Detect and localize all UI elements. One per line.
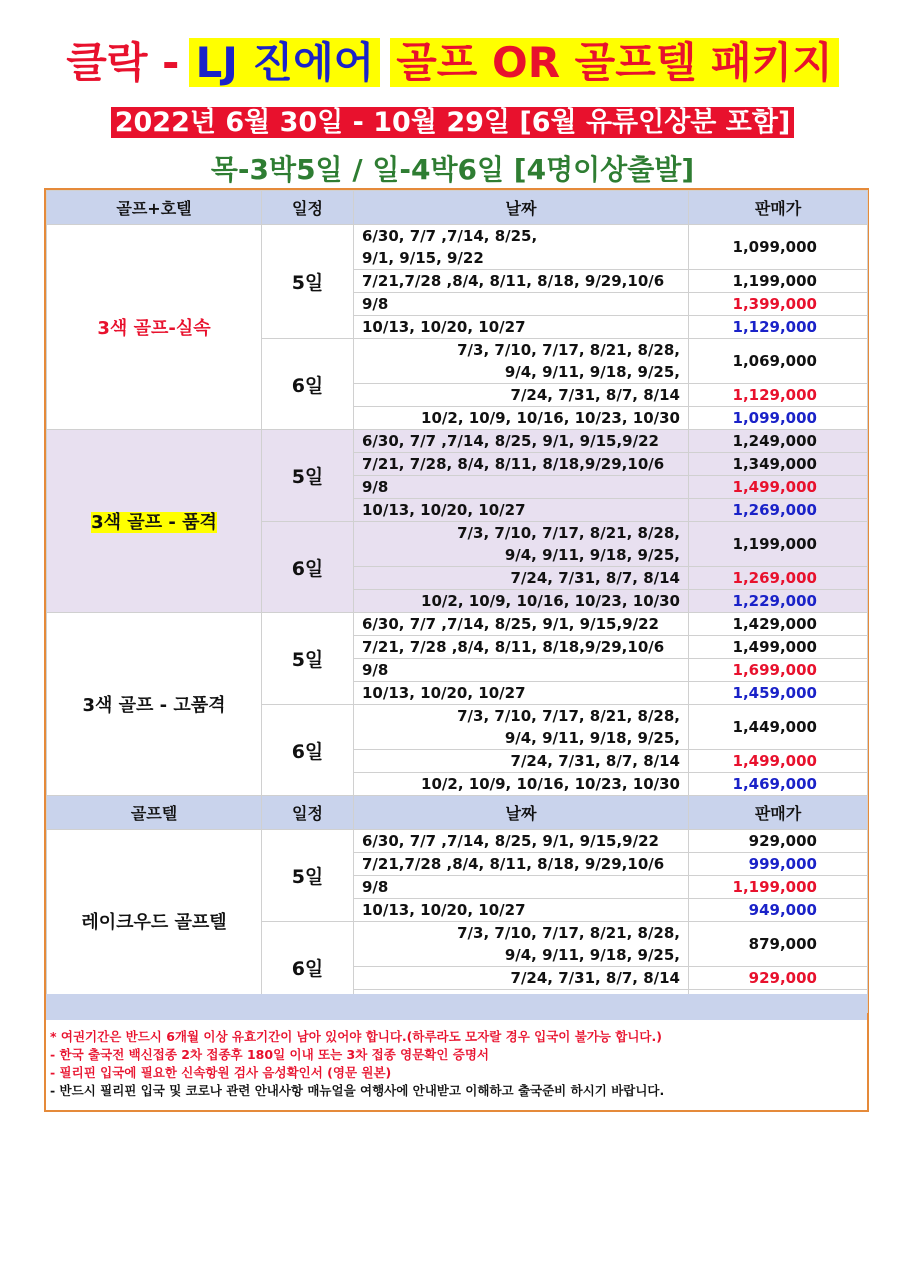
date-cell: 9/8 [354, 476, 689, 499]
price-cell: 1,499,000 [689, 636, 868, 659]
table-row [47, 430, 868, 453]
price-cell: 949,000 [689, 899, 868, 922]
date-cell: 7/24, 7/31, 8/7, 8/14 [354, 384, 689, 407]
package-name [47, 613, 262, 796]
date-cell: 7/24, 7/31, 8/7, 8/14 [354, 567, 689, 590]
header-cell: 일정 [262, 191, 354, 225]
date-cell: 10/13, 10/20, 10/27 [354, 682, 689, 705]
price-cell: 929,000 [689, 830, 868, 853]
package-name [47, 225, 262, 430]
schedule-cell: 5일 [262, 830, 354, 922]
price-cell: 1,449,000 [689, 705, 868, 750]
header-cell: 일정 [262, 796, 354, 830]
note-item: * 여권기간은 반드시 6개월 이상 유효기간이 남아 있어야 합니다.(하루라도 모자랄 경우 입국이 불가능 합니다.) [50, 1029, 662, 1044]
group-gopumgyeok [47, 613, 868, 796]
table-header-row [47, 796, 868, 830]
table-body [47, 191, 868, 225]
schedule-cell: 6일 [262, 522, 354, 613]
price-cell: 999,000 [689, 853, 868, 876]
date-cell: 6/30, 7/7 ,7/14, 8/25, 9/1, 9/15,9/22 [354, 613, 689, 636]
date-cell: 7/24, 7/31, 8/7, 8/14 [354, 967, 689, 990]
group-silsok [47, 225, 868, 430]
date-cell: 10/2, 10/9, 10/16, 10/23, 10/30 [354, 407, 689, 430]
package-name [47, 430, 262, 613]
date-cell: 7/21, 7/28 ,8/4, 8/11, 8/18,9/29,10/6 [354, 636, 689, 659]
date-cell: 7/3, 7/10, 7/17, 8/21, 8/28, 9/4, 9/11, 9/18, 9/25, [354, 705, 689, 750]
date-cell: 6/30, 7/7 ,7/14, 8/25, 9/1, 9/15,9/22 [354, 830, 689, 853]
group-pumgyeok [47, 430, 868, 613]
date-cell: 7/21, 7/28, 8/4, 8/11, 8/18,9/29,10/6 [354, 453, 689, 476]
package-name-text: 3색 골프-실속 [97, 318, 211, 339]
header-cell: 판매가 [689, 191, 868, 225]
period-banner [0, 104, 905, 142]
header-cell: 날짜 [354, 796, 689, 830]
note-item: - 필리핀 입국에 필요한 신속항원 검사 음성확인서 (영문 원본) [50, 1065, 392, 1080]
price-cell: 1,199,000 [689, 522, 868, 567]
schedule-cell: 6일 [262, 922, 354, 1013]
schedule-cell: 5일 [262, 613, 354, 705]
date-cell: 7/3, 7/10, 7/17, 8/21, 8/28, 9/4, 9/11, 9/18, 9/25, [354, 522, 689, 567]
table-header-row [47, 191, 868, 225]
title-airline: LJ 진에어 [189, 38, 380, 87]
price-cell: 1,129,000 [689, 316, 868, 339]
date-cell: 7/3, 7/10, 7/17, 8/21, 8/28, 9/4, 9/11, 9/18, 9/25, [354, 339, 689, 384]
price-cell: 1,069,000 [689, 339, 868, 384]
package-name-text: 3색 골프 - 고품격 [82, 695, 226, 716]
table-row [47, 613, 868, 636]
subtitle: 목-3박5일 / 일-4박6일 [4명이상출발] [210, 153, 695, 186]
title-package: 골프 OR 골프텔 패키지 [390, 38, 839, 87]
price-cell: 929,000 [689, 967, 868, 990]
group-golftel [47, 830, 868, 1013]
date-cell: 6/30, 7/7 ,7/14, 8/25, 9/1, 9/15,9/22 [354, 430, 689, 453]
price-cell: 1,459,000 [689, 682, 868, 705]
date-cell: 10/2, 10/9, 10/16, 10/23, 10/30 [354, 590, 689, 613]
package-name-text: 레이크우드 골프텔 [81, 912, 227, 933]
golftel-header [47, 796, 868, 830]
date-cell: 7/21,7/28 ,8/4, 8/11, 8/18, 9/29,10/6 [354, 853, 689, 876]
schedule-cell: 6일 [262, 339, 354, 430]
price-cell: 1,229,000 [689, 590, 868, 613]
header-cell: 골프+호텔 [47, 191, 262, 225]
date-cell: 9/8 [354, 293, 689, 316]
header-cell: 날짜 [354, 191, 689, 225]
note-item: - 한국 출국전 백신접종 2차 접종후 180일 이내 또는 3차 접종 영문확인 증명서 [50, 1047, 489, 1062]
page-title [0, 32, 905, 94]
table-row [47, 830, 868, 853]
schedule-cell: 6일 [262, 705, 354, 796]
date-cell: 7/21,7/28 ,8/4, 8/11, 8/18, 9/29,10/6 [354, 270, 689, 293]
price-cell: 1,099,000 [689, 225, 868, 270]
package-name [47, 830, 262, 1013]
package-name-text: 3색 골프 - 품격 [91, 512, 217, 533]
price-cell: 1,199,000 [689, 270, 868, 293]
date-cell: 7/3, 7/10, 7/17, 8/21, 8/28, 9/4, 9/11, 9/18, 9/25, [354, 922, 689, 967]
price-cell: 1,499,000 [689, 750, 868, 773]
notes [50, 1028, 860, 1100]
date-cell: 9/8 [354, 659, 689, 682]
date-cell: 10/2, 10/9, 10/16, 10/23, 10/30 [354, 773, 689, 796]
date-cell: 9/8 [354, 876, 689, 899]
date-cell: 10/13, 10/20, 10/27 [354, 499, 689, 522]
price-cell: 1,249,000 [689, 430, 868, 453]
date-cell: 6/30, 7/7 ,7/14, 8/25, 9/1, 9/15, 9/22 [354, 225, 689, 270]
price-cell: 1,099,000 [689, 407, 868, 430]
schedule-cell: 5일 [262, 225, 354, 339]
price-cell: 1,269,000 [689, 499, 868, 522]
price-cell: 1,699,000 [689, 659, 868, 682]
schedule-cell: 5일 [262, 430, 354, 522]
price-cell: 1,499,000 [689, 476, 868, 499]
price-cell: 1,269,000 [689, 567, 868, 590]
price-cell: 1,429,000 [689, 613, 868, 636]
date-cell: 10/13, 10/20, 10/27 [354, 899, 689, 922]
date-cell: 7/24, 7/31, 8/7, 8/14 [354, 750, 689, 773]
period-text: 2022년 6월 30일 - 10월 29일 [6월 유류인상분 포함] [111, 107, 795, 138]
price-cell: 879,000 [689, 922, 868, 967]
price-cell: 1,399,000 [689, 293, 868, 316]
price-table [46, 190, 868, 1013]
date-cell: 10/13, 10/20, 10/27 [354, 316, 689, 339]
price-cell: 1,199,000 [689, 876, 868, 899]
title-part1: 클락 - [66, 38, 180, 87]
divider-band [46, 994, 867, 1020]
header-cell: 판매가 [689, 796, 868, 830]
price-cell: 1,469,000 [689, 773, 868, 796]
header-cell: 골프텔 [47, 796, 262, 830]
price-cell: 1,349,000 [689, 453, 868, 476]
price-cell: 1,129,000 [689, 384, 868, 407]
note-item: - 반드시 필리핀 입국 및 코로나 관련 안내사항 매뉴얼을 여행사에 안내받고 이해하고 출국준비 하시기 바랍니다. [50, 1083, 665, 1098]
